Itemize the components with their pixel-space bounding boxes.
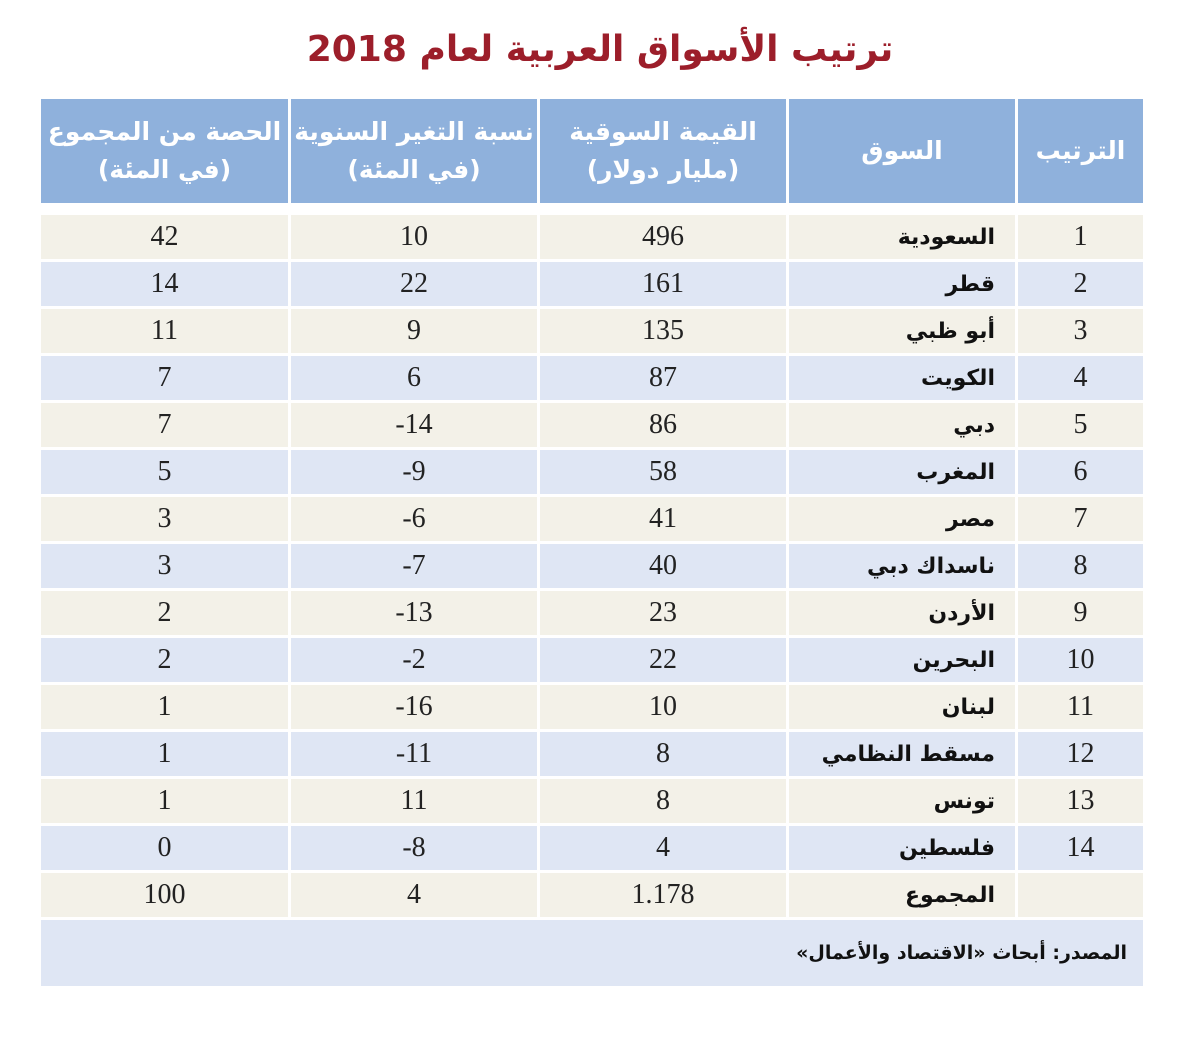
change-value: -13 <box>395 597 433 628</box>
share-cell <box>40 496 290 543</box>
market-cell: دبي <box>788 402 1017 449</box>
value-value: 135 <box>642 315 684 346</box>
value-value: 8 <box>656 738 670 769</box>
value-cell <box>539 496 788 543</box>
value-cell <box>539 778 788 825</box>
market-cell: السعودية <box>788 214 1017 261</box>
table-row <box>40 731 1145 778</box>
table-row <box>40 449 1145 496</box>
change-cell <box>290 355 539 402</box>
change-cell <box>290 872 539 919</box>
value-cell <box>539 590 788 637</box>
change-value: -8 <box>402 832 426 863</box>
value-value: 22 <box>649 644 677 675</box>
change-cell <box>290 825 539 872</box>
change-value: 9 <box>407 315 421 346</box>
market-cell: أبو ظبي <box>788 308 1017 355</box>
rank-cell: 11 <box>1017 684 1145 731</box>
table-row <box>40 402 1145 449</box>
share-cell <box>40 825 290 872</box>
value-value: 1.178 <box>631 879 695 910</box>
table-header-row <box>40 98 1145 205</box>
value-cell <box>539 637 788 684</box>
change-value: 6 <box>407 362 421 393</box>
market-cell: قطر <box>788 261 1017 308</box>
value-value: 40 <box>649 550 677 581</box>
value-cell <box>539 402 788 449</box>
share-value: 3 <box>157 503 172 534</box>
market-cell: المجموع <box>788 872 1017 919</box>
header-rank: الترتيب <box>1017 98 1145 205</box>
share-value: 1 <box>157 738 172 769</box>
share-value: 5 <box>157 456 172 487</box>
share-value: 2 <box>157 644 172 675</box>
share-value: 7 <box>157 362 172 393</box>
rank-cell: 7 <box>1017 496 1145 543</box>
share-cell <box>40 731 290 778</box>
rank-cell: 14 <box>1017 825 1145 872</box>
value-value: 4 <box>656 832 670 863</box>
rank-cell: 3 <box>1017 308 1145 355</box>
table-row <box>40 355 1145 402</box>
change-value: 4 <box>407 879 421 910</box>
value-value: 58 <box>649 456 677 487</box>
table-row <box>40 261 1145 308</box>
change-cell <box>290 261 539 308</box>
change-cell <box>290 496 539 543</box>
table-row <box>40 214 1145 261</box>
change-cell <box>290 590 539 637</box>
change-value: -6 <box>402 503 426 534</box>
share-cell <box>40 308 290 355</box>
table-row <box>40 778 1145 825</box>
market-cell: مسقط النظامي <box>788 731 1017 778</box>
market-cell: فلسطين <box>788 825 1017 872</box>
change-cell <box>290 449 539 496</box>
change-value: -7 <box>402 550 426 581</box>
source-row <box>40 919 1145 988</box>
value-cell <box>539 355 788 402</box>
value-value: 87 <box>649 362 677 393</box>
share-value: 0 <box>157 832 172 863</box>
rank-cell <box>1017 872 1145 919</box>
value-value: 8 <box>656 785 670 816</box>
rank-cell: 4 <box>1017 355 1145 402</box>
market-cell: البحرين <box>788 637 1017 684</box>
value-cell <box>539 872 788 919</box>
rank-cell: 12 <box>1017 731 1145 778</box>
share-cell <box>40 590 290 637</box>
page-title: ترتيب الأسواق العربية لعام 2018 <box>306 29 894 70</box>
change-value: -2 <box>402 644 426 675</box>
share-value: 1 <box>157 785 172 816</box>
value-cell <box>539 308 788 355</box>
market-cell: الأردن <box>788 590 1017 637</box>
table-row <box>40 496 1145 543</box>
share-value: 11 <box>151 315 178 346</box>
value-cell <box>539 449 788 496</box>
markets-table <box>38 96 1146 989</box>
table-row <box>40 825 1145 872</box>
rank-cell: 10 <box>1017 637 1145 684</box>
change-value: -14 <box>395 409 433 440</box>
market-cell: المغرب <box>788 449 1017 496</box>
share-value: 100 <box>143 879 186 910</box>
table-row <box>40 308 1145 355</box>
share-value: 3 <box>157 550 172 581</box>
change-value: 11 <box>400 785 428 816</box>
table-row <box>40 590 1145 637</box>
share-cell <box>40 684 290 731</box>
market-cell: مصر <box>788 496 1017 543</box>
share-value: 7 <box>157 409 172 440</box>
value-cell <box>539 261 788 308</box>
rank-cell: 6 <box>1017 449 1145 496</box>
header-market: السوق <box>788 98 1017 205</box>
share-cell <box>40 637 290 684</box>
share-cell <box>40 543 290 590</box>
value-value: 10 <box>649 691 677 722</box>
change-cell <box>290 778 539 825</box>
change-value: -16 <box>395 691 433 722</box>
rank-cell: 5 <box>1017 402 1145 449</box>
change-value: -11 <box>395 738 433 769</box>
value-cell <box>539 543 788 590</box>
table-row <box>40 543 1145 590</box>
share-cell <box>40 778 290 825</box>
market-cell: الكويت <box>788 355 1017 402</box>
share-cell <box>40 355 290 402</box>
value-value: 496 <box>642 221 684 252</box>
value-value: 23 <box>649 597 677 628</box>
change-cell <box>290 308 539 355</box>
share-cell <box>40 214 290 261</box>
header-annual-change: نسبة التغير السنوية (في المئة) <box>290 98 539 205</box>
change-cell <box>290 684 539 731</box>
share-cell <box>40 449 290 496</box>
change-value: 22 <box>400 268 428 299</box>
rank-cell: 1 <box>1017 214 1145 261</box>
header-market-value: القيمة السوقية (مليار دولار) <box>539 98 788 205</box>
rank-cell: 2 <box>1017 261 1145 308</box>
share-cell <box>40 261 290 308</box>
value-cell <box>539 684 788 731</box>
change-value: -9 <box>402 456 426 487</box>
change-cell <box>290 637 539 684</box>
share-value: 14 <box>150 268 179 299</box>
value-value: 41 <box>649 503 677 534</box>
table-row <box>40 637 1145 684</box>
header-gap <box>40 205 1145 214</box>
value-cell <box>539 825 788 872</box>
rank-cell: 9 <box>1017 590 1145 637</box>
value-cell <box>539 731 788 778</box>
share-value: 2 <box>157 597 172 628</box>
table-row <box>40 684 1145 731</box>
value-value: 161 <box>642 268 684 299</box>
share-value: 42 <box>150 221 179 252</box>
share-cell <box>40 402 290 449</box>
change-value: 10 <box>400 221 428 252</box>
change-cell <box>290 731 539 778</box>
value-value: 86 <box>649 409 677 440</box>
source-note: المصدر: أبحاث «الاقتصاد والأعمال» <box>40 919 1145 988</box>
change-cell <box>290 214 539 261</box>
market-cell: لبنان <box>788 684 1017 731</box>
share-value: 1 <box>157 691 172 722</box>
header-share-of-total: الحصة من المجموع (في المئة) <box>40 98 290 205</box>
table-row <box>40 872 1145 919</box>
market-cell: ناسداك دبي <box>788 543 1017 590</box>
share-cell <box>40 872 290 919</box>
rank-cell: 8 <box>1017 543 1145 590</box>
rank-cell: 13 <box>1017 778 1145 825</box>
change-cell <box>290 543 539 590</box>
market-cell: تونس <box>788 778 1017 825</box>
change-cell <box>290 402 539 449</box>
value-cell <box>539 214 788 261</box>
